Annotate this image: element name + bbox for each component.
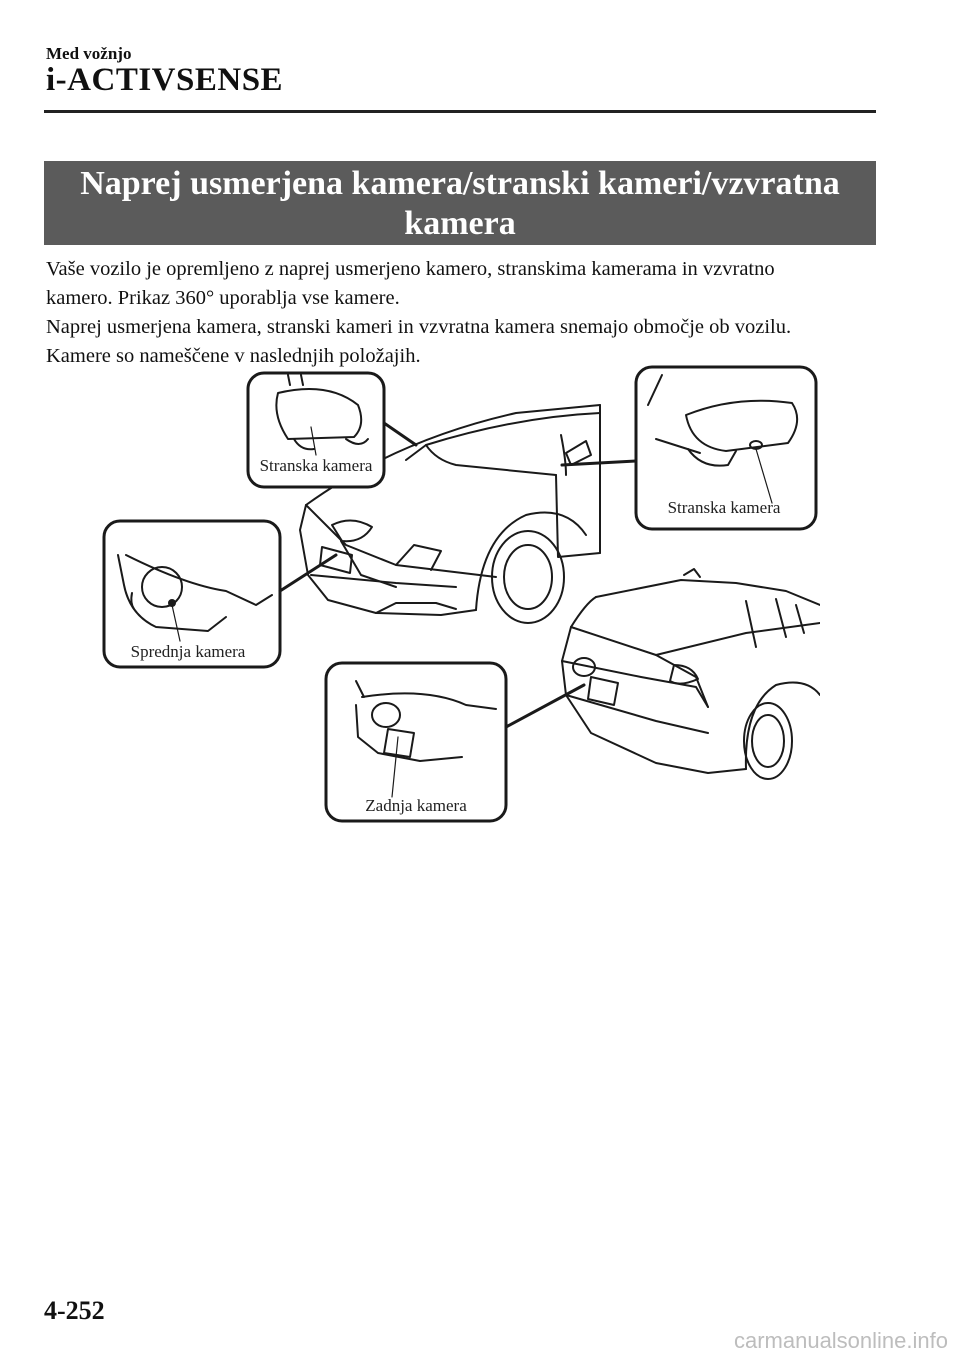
label-front-camera: Sprednja kamera bbox=[130, 642, 246, 661]
rear-car-illustration bbox=[562, 569, 820, 779]
callout-pointer-side-left bbox=[384, 423, 416, 445]
breadcrumb: Med vožnjo bbox=[46, 44, 132, 63]
watermark: carmanualsonline.info bbox=[733, 1328, 948, 1353]
camera-location-figure bbox=[96, 365, 820, 827]
camera-location-illustration bbox=[96, 365, 820, 827]
banner-title-line2: kamera bbox=[404, 205, 516, 242]
callout-pointer-side-right bbox=[562, 461, 636, 465]
body-text bbox=[46, 255, 886, 371]
label-side-camera-left: Stranska kamera bbox=[259, 456, 373, 475]
paragraph-1-line-1: Vaše vozilo je opremljeno z naprej usmerjeno kamero, stranskima kamerama in vzvratno bbox=[46, 258, 775, 280]
paragraph-2-line-2: Kamere so nameščene v naslednjih položajih. bbox=[46, 345, 421, 367]
section-title: i-ACTIVSENSE bbox=[46, 62, 284, 98]
header-rule bbox=[44, 110, 876, 113]
paragraph-1-line-2: kamero. Prikaz 360° uporablja vse kamere. bbox=[46, 287, 400, 309]
paragraph-2-line-1: Naprej usmerjena kamera, stranski kameri in vzvratna kamera snemajo območje ob vozilu. bbox=[46, 316, 792, 338]
callout-pointer-front bbox=[280, 555, 336, 591]
banner-title-line1: Naprej usmerjena kamera/stranski kameri/vzvratna bbox=[80, 165, 840, 202]
label-side-camera-right: Stranska kamera bbox=[667, 498, 781, 517]
page-title-banner bbox=[44, 161, 876, 245]
page-number: 4-252 bbox=[44, 1296, 105, 1325]
label-rear-camera: Zadnja kamera bbox=[365, 796, 467, 815]
